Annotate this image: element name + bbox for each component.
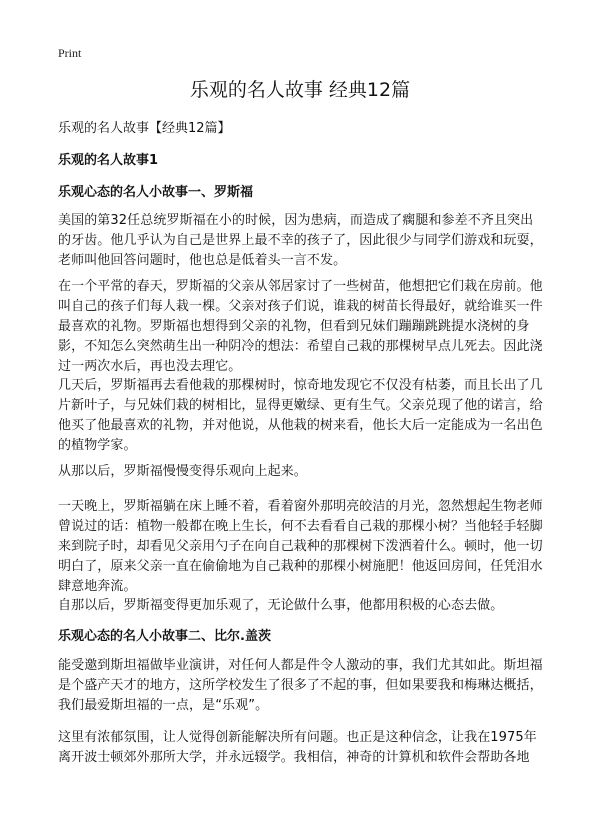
paragraph: 能受邀到斯坦福做毕业演讲，对任何人都是件令人激动的事，我们尤其如此。斯坦福是个盛产天才的地方，这所学校发生了很多了不起的事，但如果要我和梅琳达概括，我们最爱斯坦福的一点，是“乐观”。 bbox=[58, 658, 543, 713]
page-title: 乐观的名人故事 经典12篇 bbox=[189, 79, 411, 101]
paragraph: 这里有浓郁氛围，让人觉得创新能解决所有问题。也正是这种信念，让我在1975年离开波士顿郊外那所大学，并永远辍学。我相信，神奇的计算机和软件会帮助各地 bbox=[58, 730, 537, 765]
print-link[interactable]: Print bbox=[58, 46, 82, 60]
section-heading-roosevelt: 乐观心态的名人小故事一、罗斯福 bbox=[58, 185, 254, 200]
paragraph: 几天后，罗斯福再去看他栽的那棵树时，惊奇地发现它不仅没有枯萎，而且长出了几片新叶子，与兄妹们栽的树相比，显得更嫩绿、更有生气。父亲兑现了他的诺言，给他买了他最喜欢的礼物，并对他说，从他栽的树来看，他长大后一定能成为一名出色的植物学家。 bbox=[58, 378, 543, 453]
paragraph: 美国的第32任总统罗斯福在小的时候，因为患病，而造成了瘸腿和参差不齐且突出的牙齿。他几乎认为自己是世界上最不幸的孩子了，因此很少与同学们游戏和玩耍，老师叫他回答问题时，他也总是低着头一言不发。 bbox=[58, 213, 543, 268]
paragraph: 自那以后，罗斯福变得更加乐观了，无论做什么事，他都用积极的心态去做。 bbox=[58, 598, 504, 613]
paragraph: 在一个平常的春天，罗斯福的父亲从邻居家讨了一些树苗，他想把它们栽在房前。他叫自己的孩子们每人栽一棵。父亲对孩子们说，谁栽的树苗长得最好，就给谁买一件最喜欢的礼物。罗斯福也想得到父亲的礼物，但看到兄妹们蹦蹦跳跳提水浇树的身影，不知怎么突然萌生出一种阴冷的想法：希望自己栽的那棵树早点儿死去。因此浇过一两次水后，再也没去理它。 bbox=[58, 279, 543, 374]
paragraph: 一天晚上，罗斯福躺在床上睡不着，看着窗外那明亮皎洁的月光，忽然想起生物老师曾说过的话：植物一般都在晚上生长，何不去看看自己栽的那棵小树？当他轻手轻脚来到院子时，却看见父亲用勺子在向自己栽种的那棵树下泼洒着什么。顿时，他一切明白了，原来父亲一直在偷偷地为自己栽种的那棵小树施肥！他返回房间，任凭泪水肆意地奔流。 bbox=[58, 499, 543, 594]
paragraph: 从那以后，罗斯福慢慢变得乐观向上起来。 bbox=[58, 464, 307, 479]
story-heading: 乐观的名人故事1 bbox=[58, 153, 159, 168]
document-subtitle: 乐观的名人故事【经典12篇】 bbox=[58, 121, 231, 136]
section-heading-bill-gates: 乐观心态的名人小故事二、比尔.盖茨 bbox=[58, 629, 271, 644]
